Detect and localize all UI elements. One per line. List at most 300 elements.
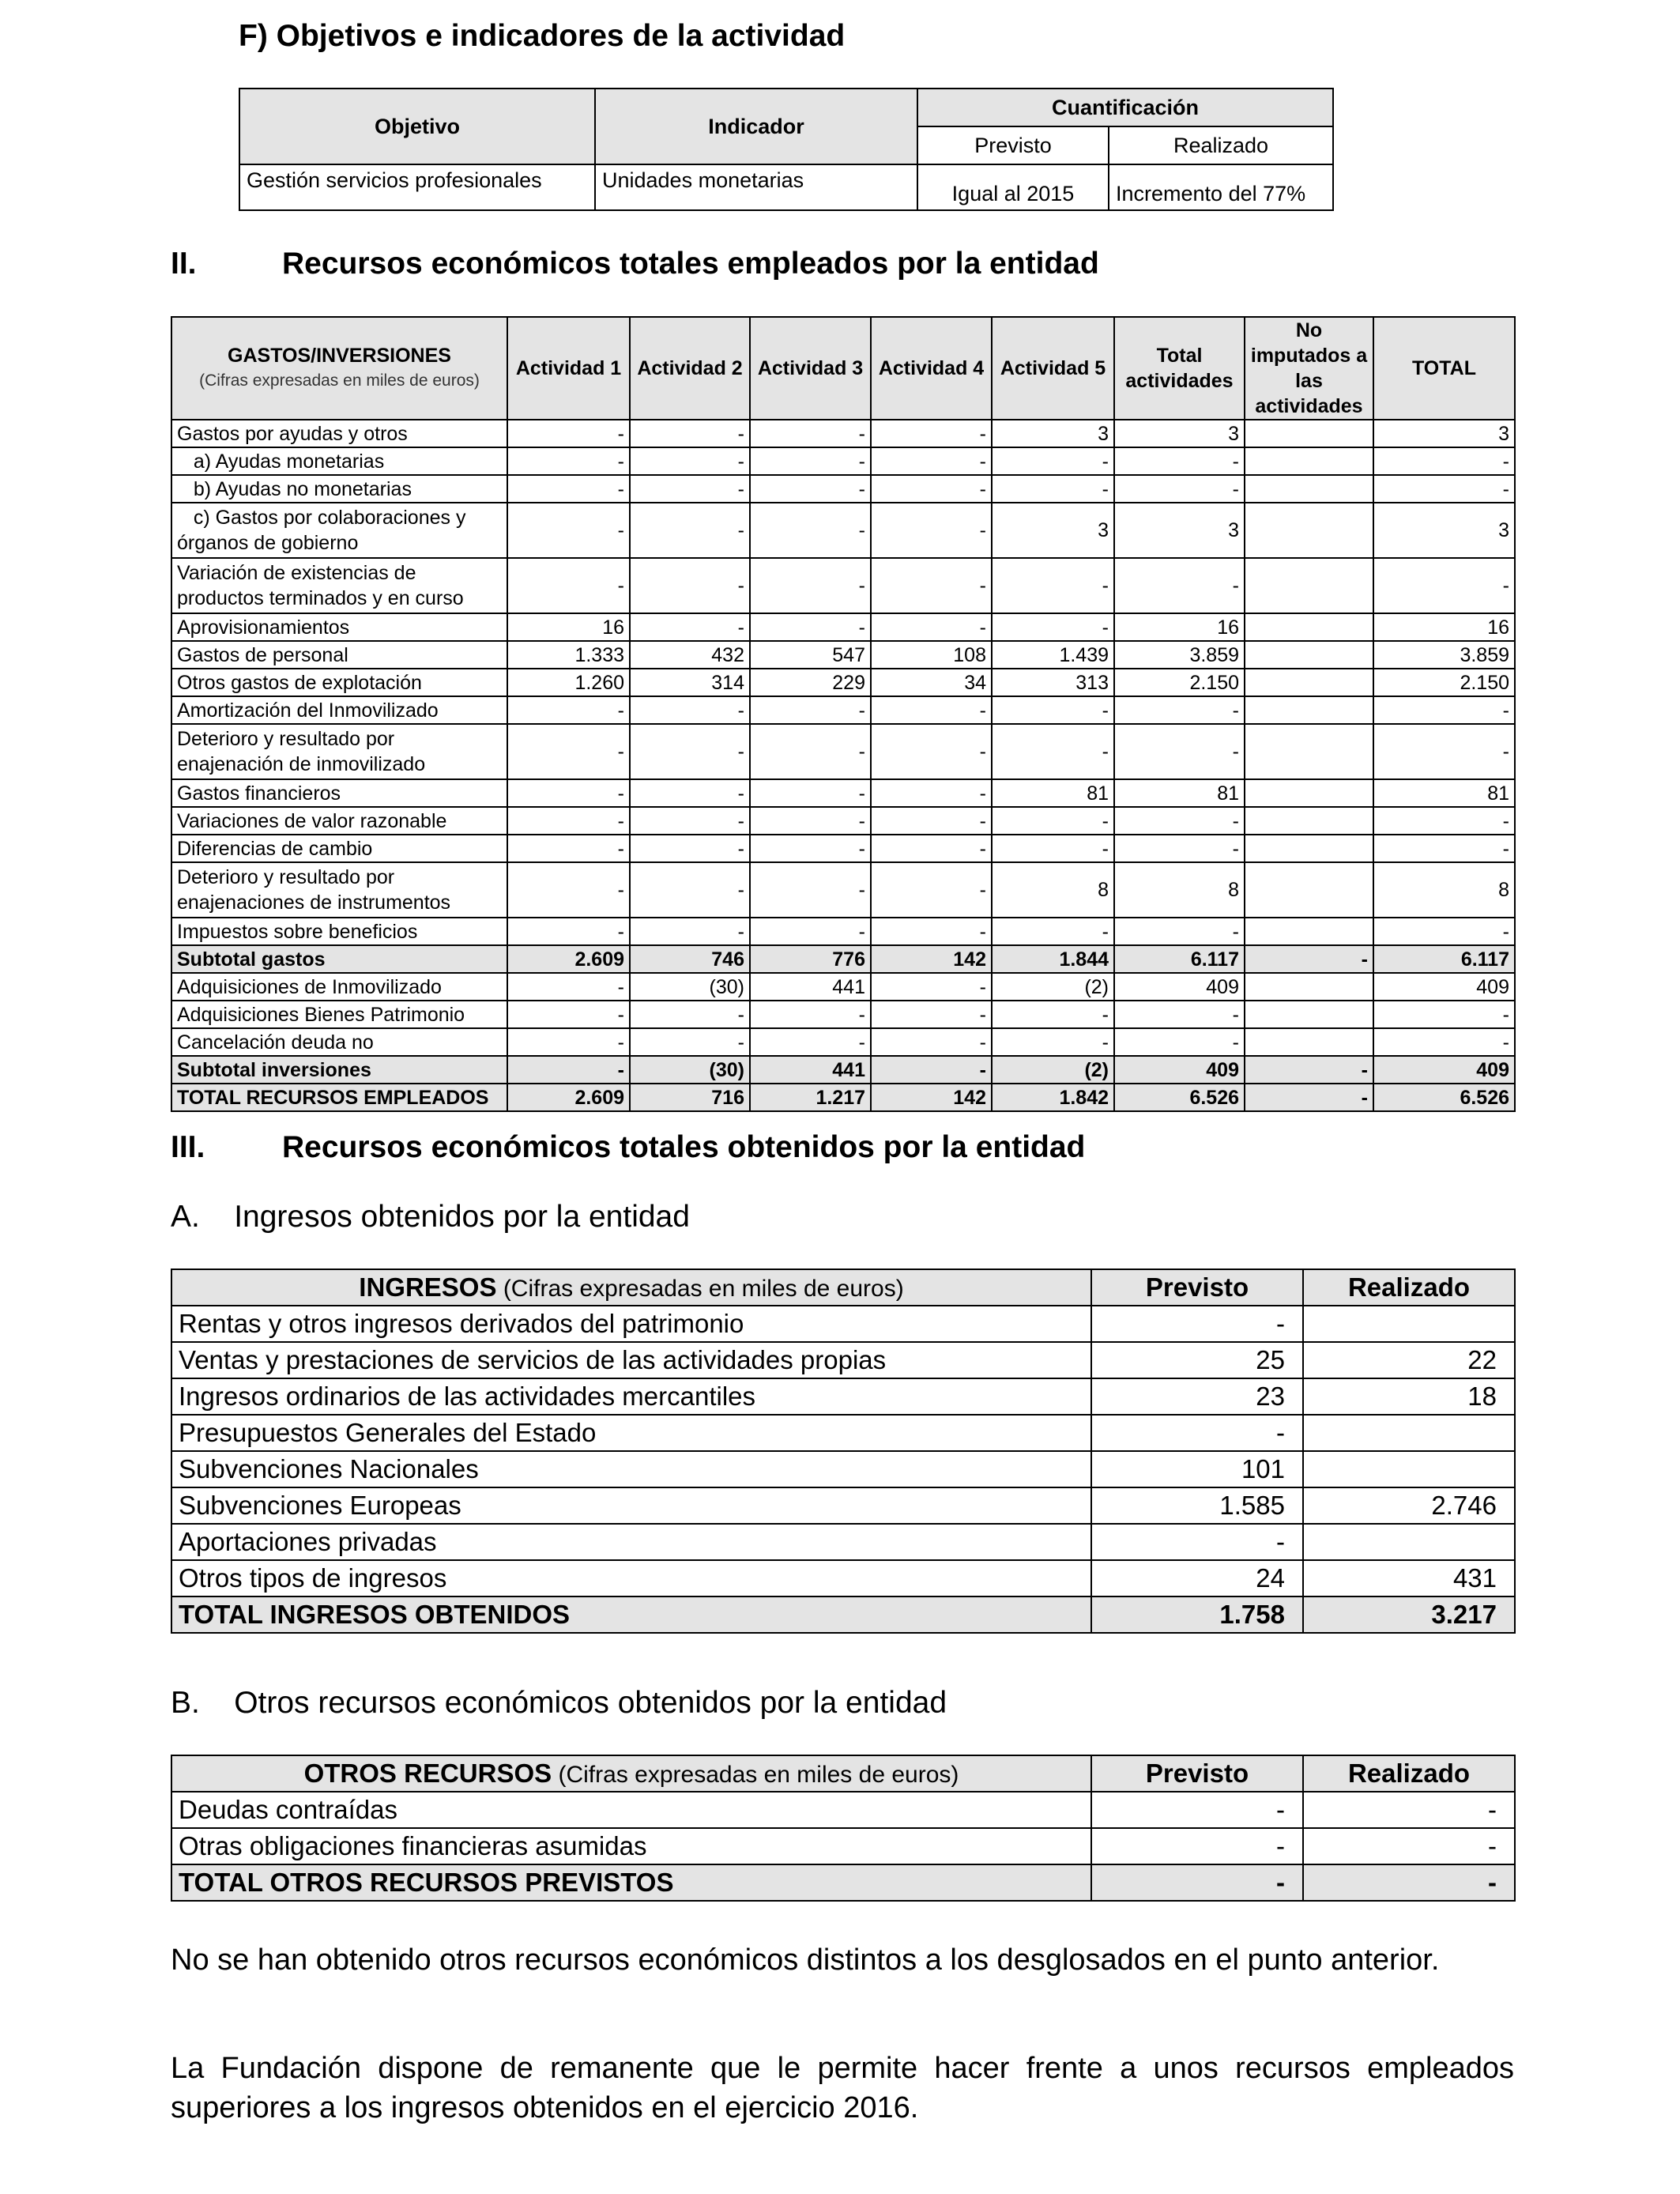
row-value: 1.844 bbox=[992, 945, 1114, 973]
row-value: - bbox=[1373, 558, 1515, 613]
row-value bbox=[1245, 973, 1373, 1001]
row-value: - bbox=[871, 1028, 992, 1056]
row-value: - bbox=[507, 1001, 630, 1028]
row-value: - bbox=[1114, 447, 1245, 475]
income-realizado-header: Realizado bbox=[1303, 1269, 1515, 1306]
row-value: 1.842 bbox=[992, 1084, 1114, 1111]
row-value: 409 bbox=[1114, 973, 1245, 1001]
row-realizado bbox=[1303, 1306, 1515, 1342]
row-previsto: - bbox=[1091, 1792, 1303, 1828]
row-value: - bbox=[1245, 945, 1373, 973]
row-value: - bbox=[871, 918, 992, 945]
row-value: - bbox=[507, 475, 630, 503]
income-header-label: INGRESOS bbox=[359, 1272, 497, 1302]
income-body bbox=[171, 1306, 1515, 1633]
table-row bbox=[171, 1001, 1515, 1028]
row-value: - bbox=[507, 696, 630, 724]
row-label: Adquisiciones Bienes Patrimonio bbox=[171, 1001, 507, 1028]
row-value: - bbox=[507, 558, 630, 613]
total-row bbox=[171, 1596, 1515, 1633]
row-realizado: - bbox=[1303, 1792, 1515, 1828]
row-previsto: - bbox=[1091, 1524, 1303, 1560]
row-value: 142 bbox=[871, 945, 992, 973]
row-label: Cancelación deuda no bbox=[171, 1028, 507, 1056]
row-value: - bbox=[871, 1001, 992, 1028]
row-value: 3 bbox=[1373, 503, 1515, 558]
paragraph-2: La Fundación dispone de remanente que le permite hacer frente a unos recursos empleados superiores a los ingresos obtenidos en el ejercicio 2016. bbox=[171, 2052, 1514, 2124]
table-row bbox=[171, 973, 1515, 1001]
row-value: 2.609 bbox=[507, 1084, 630, 1111]
row-value: - bbox=[992, 1028, 1114, 1056]
section-iii-number: III. bbox=[171, 1130, 205, 1164]
row-label: Rentas y otros ingresos derivados del patrimonio bbox=[171, 1306, 1091, 1342]
row-previsto: - bbox=[1091, 1306, 1303, 1342]
row-realizado bbox=[1303, 1451, 1515, 1487]
row-value: (30) bbox=[630, 973, 750, 1001]
row-label: Variación de existencias de productos terminados y en curso bbox=[171, 558, 507, 613]
income-table bbox=[171, 1269, 1516, 1634]
row-label: Otros tipos de ingresos bbox=[171, 1560, 1091, 1596]
row-value: (2) bbox=[992, 1056, 1114, 1084]
row-realizado: - bbox=[1303, 1828, 1515, 1864]
row-value: 6.117 bbox=[1114, 945, 1245, 973]
row-value: - bbox=[750, 835, 871, 862]
row-value: 313 bbox=[992, 669, 1114, 696]
income-header-sub: (Cifras expresadas en miles de euros) bbox=[496, 1276, 904, 1302]
row-value: 6.117 bbox=[1373, 945, 1515, 973]
row-label: TOTAL RECURSOS EMPLEADOS bbox=[171, 1084, 507, 1111]
row-value bbox=[1245, 1028, 1373, 1056]
row-label: Variaciones de valor razonable bbox=[171, 807, 507, 835]
total-label: TOTAL INGRESOS OBTENIDOS bbox=[171, 1596, 1091, 1633]
row-value: 2.150 bbox=[1373, 669, 1515, 696]
col-header: TOTAL bbox=[1373, 317, 1515, 420]
table-row bbox=[171, 503, 1515, 558]
row-value: - bbox=[1114, 475, 1245, 503]
income-header-cell bbox=[171, 1269, 1091, 1306]
row-value: (2) bbox=[992, 973, 1114, 1001]
row-value: - bbox=[992, 613, 1114, 641]
row-value: - bbox=[1373, 835, 1515, 862]
other-realizado-header: Realizado bbox=[1303, 1755, 1515, 1792]
row-value: 16 bbox=[1373, 613, 1515, 641]
table-row bbox=[171, 1451, 1515, 1487]
other-resources-table bbox=[171, 1755, 1516, 1902]
table-row bbox=[171, 558, 1515, 613]
row-value: 16 bbox=[1114, 613, 1245, 641]
row-value: 229 bbox=[750, 669, 871, 696]
row-value bbox=[1245, 779, 1373, 807]
table-row bbox=[171, 447, 1515, 475]
row-value: - bbox=[750, 696, 871, 724]
row-value: 3 bbox=[1114, 420, 1245, 447]
row-value: 142 bbox=[871, 1084, 992, 1111]
row-value: 1.333 bbox=[507, 641, 630, 669]
table-row bbox=[171, 1342, 1515, 1378]
row-realizado: 18 bbox=[1303, 1378, 1515, 1415]
row-value: - bbox=[507, 420, 630, 447]
income-previsto-header: Previsto bbox=[1091, 1269, 1303, 1306]
col-header: Actividad 1 bbox=[507, 317, 630, 420]
row-value bbox=[1245, 1001, 1373, 1028]
row-label: b) Ayudas no monetarias bbox=[171, 475, 507, 503]
table-row bbox=[171, 641, 1515, 669]
row-value: - bbox=[630, 475, 750, 503]
row-value: 441 bbox=[750, 1056, 871, 1084]
row-value: 8 bbox=[1373, 862, 1515, 918]
total-previsto: 1.758 bbox=[1091, 1596, 1303, 1633]
row-value: - bbox=[1114, 835, 1245, 862]
section-iii-b-title: B. Otros recursos económicos obtenidos por la entidad bbox=[171, 1686, 947, 1720]
total-label: TOTAL OTROS RECURSOS PREVISTOS bbox=[171, 1864, 1091, 1901]
row-value: - bbox=[1373, 447, 1515, 475]
row-value: 81 bbox=[1373, 779, 1515, 807]
other-previsto-header: Previsto bbox=[1091, 1755, 1303, 1792]
row-value: 432 bbox=[630, 641, 750, 669]
row-label: Otros gastos de explotación bbox=[171, 669, 507, 696]
row-value: 776 bbox=[750, 945, 871, 973]
table-row bbox=[171, 1792, 1515, 1828]
row-value: - bbox=[871, 835, 992, 862]
table-row bbox=[171, 1524, 1515, 1560]
row-value: - bbox=[750, 779, 871, 807]
row-label: Aportaciones privadas bbox=[171, 1524, 1091, 1560]
table-row bbox=[171, 669, 1515, 696]
row-value: - bbox=[992, 807, 1114, 835]
row-value: - bbox=[1245, 1084, 1373, 1111]
row-value: - bbox=[871, 696, 992, 724]
row-label: Subvenciones Europeas bbox=[171, 1487, 1091, 1524]
row-value: 2.609 bbox=[507, 945, 630, 973]
indicador-header: Indicador bbox=[595, 89, 917, 164]
row-value: - bbox=[992, 447, 1114, 475]
row-value: 3 bbox=[1373, 420, 1515, 447]
row-label: Ventas y prestaciones de servicios de las actividades propias bbox=[171, 1342, 1091, 1378]
previsto-cell: Igual al 2015 bbox=[917, 164, 1109, 210]
row-value: - bbox=[871, 807, 992, 835]
row-value: - bbox=[507, 447, 630, 475]
row-value: 8 bbox=[992, 862, 1114, 918]
row-value: 108 bbox=[871, 641, 992, 669]
row-value: - bbox=[1114, 558, 1245, 613]
row-value: - bbox=[871, 447, 992, 475]
row-label: Gastos de personal bbox=[171, 641, 507, 669]
row-label: Subtotal gastos bbox=[171, 945, 507, 973]
row-value: - bbox=[1373, 696, 1515, 724]
row-previsto: 25 bbox=[1091, 1342, 1303, 1378]
row-realizado: 2.746 bbox=[1303, 1487, 1515, 1524]
row-value: - bbox=[1114, 696, 1245, 724]
row-value: - bbox=[871, 779, 992, 807]
table-row bbox=[171, 862, 1515, 918]
row-value: - bbox=[992, 835, 1114, 862]
row-label: Otras obligaciones financieras asumidas bbox=[171, 1828, 1091, 1864]
previsto-header: Previsto bbox=[917, 126, 1109, 164]
row-value: - bbox=[507, 862, 630, 918]
row-value: 6.526 bbox=[1373, 1084, 1515, 1111]
row-value: - bbox=[507, 1056, 630, 1084]
section-ii-title: Recursos económicos totales empleados por la entidad bbox=[282, 247, 1099, 281]
other-header-label: OTROS RECURSOS bbox=[303, 1759, 552, 1788]
row-value bbox=[1245, 807, 1373, 835]
row-value: - bbox=[507, 503, 630, 558]
row-value: - bbox=[1114, 807, 1245, 835]
table-row bbox=[171, 1415, 1515, 1451]
other-resources-body bbox=[171, 1792, 1515, 1901]
total-row bbox=[171, 1864, 1515, 1901]
row-value: - bbox=[507, 1028, 630, 1056]
row-value bbox=[1245, 503, 1373, 558]
row-value: (30) bbox=[630, 1056, 750, 1084]
row-value bbox=[1245, 420, 1373, 447]
col-header: Actividad 3 bbox=[750, 317, 871, 420]
gastos-header-sub: (Cifras expresadas en miles de euros) bbox=[199, 371, 480, 390]
row-value: - bbox=[1114, 1001, 1245, 1028]
row-value: - bbox=[630, 447, 750, 475]
row-value: - bbox=[507, 724, 630, 779]
col-header: Actividad 5 bbox=[992, 317, 1114, 420]
row-value: - bbox=[1114, 918, 1245, 945]
row-value: 409 bbox=[1373, 1056, 1515, 1084]
row-value: - bbox=[630, 807, 750, 835]
row-value: - bbox=[871, 503, 992, 558]
row-label: Gastos financieros bbox=[171, 779, 507, 807]
row-value: - bbox=[630, 835, 750, 862]
table-row bbox=[171, 613, 1515, 641]
realizado-cell: Incremento del 77% bbox=[1109, 164, 1333, 210]
row-value: 3.859 bbox=[1373, 641, 1515, 669]
row-value: 6.526 bbox=[1114, 1084, 1245, 1111]
table-row bbox=[171, 1028, 1515, 1056]
row-previsto: - bbox=[1091, 1415, 1303, 1451]
col-header: Actividad 4 bbox=[871, 317, 992, 420]
row-value: 3 bbox=[992, 503, 1114, 558]
row-value: 409 bbox=[1114, 1056, 1245, 1084]
row-value: - bbox=[507, 835, 630, 862]
paragraph-1: No se han obtenido otros recursos económicos distintos a los desglosados en el punto anterior. bbox=[171, 1943, 1440, 1977]
table-row bbox=[171, 918, 1515, 945]
resources-used-body bbox=[171, 420, 1515, 1111]
gastos-header-cell bbox=[171, 317, 507, 420]
row-realizado bbox=[1303, 1415, 1515, 1451]
table-row bbox=[171, 807, 1515, 835]
row-value: - bbox=[992, 918, 1114, 945]
col-header: Actividad 2 bbox=[630, 317, 750, 420]
row-realizado: 22 bbox=[1303, 1342, 1515, 1378]
row-value: 16 bbox=[507, 613, 630, 641]
table-row bbox=[171, 1487, 1515, 1524]
other-header-cell bbox=[171, 1755, 1091, 1792]
row-value bbox=[1245, 641, 1373, 669]
table-row bbox=[171, 696, 1515, 724]
row-value bbox=[1245, 696, 1373, 724]
row-value: - bbox=[992, 1001, 1114, 1028]
row-value: - bbox=[871, 613, 992, 641]
row-value: - bbox=[750, 420, 871, 447]
objetivo-cell: Gestión servicios profesionales bbox=[239, 164, 595, 210]
table-row bbox=[171, 724, 1515, 779]
table-row bbox=[171, 779, 1515, 807]
row-label: Ingresos ordinarios de las actividades mercantiles bbox=[171, 1378, 1091, 1415]
row-value: - bbox=[750, 918, 871, 945]
row-label: Adquisiciones de Inmovilizado bbox=[171, 973, 507, 1001]
table-row bbox=[171, 1828, 1515, 1864]
row-value: - bbox=[992, 696, 1114, 724]
row-label: Subvenciones Nacionales bbox=[171, 1451, 1091, 1487]
row-value: - bbox=[630, 613, 750, 641]
row-value: 441 bbox=[750, 973, 871, 1001]
row-value bbox=[1245, 669, 1373, 696]
row-value: - bbox=[750, 724, 871, 779]
table-row bbox=[171, 475, 1515, 503]
row-value: 2.150 bbox=[1114, 669, 1245, 696]
row-value: 8 bbox=[1114, 862, 1245, 918]
realizado-header: Realizado bbox=[1109, 126, 1333, 164]
row-value: - bbox=[630, 558, 750, 613]
row-value: - bbox=[507, 973, 630, 1001]
row-value: 409 bbox=[1373, 973, 1515, 1001]
row-value: - bbox=[1373, 807, 1515, 835]
row-value: - bbox=[630, 779, 750, 807]
table-row bbox=[171, 1560, 1515, 1596]
table-row bbox=[171, 420, 1515, 447]
row-value: - bbox=[750, 447, 871, 475]
row-value: - bbox=[1114, 1028, 1245, 1056]
row-value bbox=[1245, 558, 1373, 613]
row-value: - bbox=[750, 503, 871, 558]
row-value bbox=[1245, 613, 1373, 641]
row-label: Deterioro y resultado por enajenación de inmovilizado bbox=[171, 724, 507, 779]
row-value: - bbox=[630, 1001, 750, 1028]
row-value: - bbox=[750, 1001, 871, 1028]
row-value: - bbox=[630, 503, 750, 558]
row-value: - bbox=[1373, 1001, 1515, 1028]
row-value: - bbox=[1373, 1028, 1515, 1056]
row-value: - bbox=[630, 1028, 750, 1056]
row-label: c) Gastos por colaboraciones y órganos de gobierno bbox=[171, 503, 507, 558]
total-realizado: 3.217 bbox=[1303, 1596, 1515, 1633]
row-value: - bbox=[871, 420, 992, 447]
row-value: - bbox=[630, 724, 750, 779]
row-value: - bbox=[871, 724, 992, 779]
cuantificacion-header: Cuantificación bbox=[917, 89, 1333, 126]
row-realizado bbox=[1303, 1524, 1515, 1560]
row-realizado: 431 bbox=[1303, 1560, 1515, 1596]
row-value: - bbox=[1373, 475, 1515, 503]
row-value: - bbox=[1373, 918, 1515, 945]
row-value: - bbox=[750, 1028, 871, 1056]
row-value: 1.217 bbox=[750, 1084, 871, 1111]
gastos-header-label: GASTOS/INVERSIONES bbox=[228, 345, 451, 367]
row-value: - bbox=[871, 1056, 992, 1084]
table-row bbox=[171, 1056, 1515, 1084]
row-previsto: 1.585 bbox=[1091, 1487, 1303, 1524]
row-previsto: - bbox=[1091, 1828, 1303, 1864]
table-row bbox=[171, 1306, 1515, 1342]
row-value: 1.260 bbox=[507, 669, 630, 696]
row-value: - bbox=[750, 807, 871, 835]
row-value: - bbox=[507, 918, 630, 945]
table-row bbox=[171, 1378, 1515, 1415]
objectives-table bbox=[239, 88, 1334, 211]
row-value bbox=[1245, 724, 1373, 779]
row-value: 1.439 bbox=[992, 641, 1114, 669]
indicador-cell: Unidades monetarias bbox=[595, 164, 917, 210]
row-value: - bbox=[750, 613, 871, 641]
row-label: Subtotal inversiones bbox=[171, 1056, 507, 1084]
row-value bbox=[1245, 862, 1373, 918]
row-label: Impuestos sobre beneficios bbox=[171, 918, 507, 945]
row-previsto: 24 bbox=[1091, 1560, 1303, 1596]
table-row bbox=[171, 1084, 1515, 1111]
row-value: - bbox=[1373, 724, 1515, 779]
row-previsto: 101 bbox=[1091, 1451, 1303, 1487]
row-value bbox=[1245, 918, 1373, 945]
row-value: - bbox=[1114, 724, 1245, 779]
other-header-sub: (Cifras expresadas en miles de euros) bbox=[552, 1762, 959, 1788]
row-value: - bbox=[630, 696, 750, 724]
row-value: 746 bbox=[630, 945, 750, 973]
row-label: Deudas contraídas bbox=[171, 1792, 1091, 1828]
row-value: - bbox=[507, 807, 630, 835]
section-iii-a-title: A. Ingresos obtenidos por la entidad bbox=[171, 1200, 690, 1234]
row-label: Amortización del Inmovilizado bbox=[171, 696, 507, 724]
row-label: Gastos por ayudas y otros bbox=[171, 420, 507, 447]
row-label: Aprovisionamientos bbox=[171, 613, 507, 641]
total-realizado: - bbox=[1303, 1864, 1515, 1901]
section-ii-number: II. bbox=[171, 247, 197, 281]
row-value: 3 bbox=[992, 420, 1114, 447]
row-value: 3 bbox=[1114, 503, 1245, 558]
row-value: 314 bbox=[630, 669, 750, 696]
row-value: - bbox=[992, 475, 1114, 503]
row-value: 34 bbox=[871, 669, 992, 696]
row-value: - bbox=[871, 475, 992, 503]
row-value bbox=[1245, 447, 1373, 475]
row-value: - bbox=[1245, 1056, 1373, 1084]
row-value: - bbox=[750, 862, 871, 918]
table-row bbox=[171, 835, 1515, 862]
row-value: 3.859 bbox=[1114, 641, 1245, 669]
row-label: a) Ayudas monetarias bbox=[171, 447, 507, 475]
row-value: - bbox=[992, 724, 1114, 779]
row-value: - bbox=[871, 973, 992, 1001]
row-value: - bbox=[630, 918, 750, 945]
row-value bbox=[1245, 475, 1373, 503]
row-value: - bbox=[871, 862, 992, 918]
row-value: - bbox=[750, 475, 871, 503]
col-header: Total actividades bbox=[1114, 317, 1245, 420]
table-row bbox=[171, 945, 1515, 973]
row-value: 547 bbox=[750, 641, 871, 669]
row-previsto: 23 bbox=[1091, 1378, 1303, 1415]
col-header: No imputados a las actividades bbox=[1245, 317, 1373, 420]
total-previsto: - bbox=[1091, 1864, 1303, 1901]
row-value bbox=[1245, 835, 1373, 862]
row-value: - bbox=[630, 862, 750, 918]
section-f-title: F) Objetivos e indicadores de la actividad bbox=[239, 19, 846, 53]
row-value: 81 bbox=[1114, 779, 1245, 807]
row-label: Diferencias de cambio bbox=[171, 835, 507, 862]
row-label: Deterioro y resultado por enajenaciones de instrumentos bbox=[171, 862, 507, 918]
row-value: - bbox=[871, 558, 992, 613]
row-label: Presupuestos Generales del Estado bbox=[171, 1415, 1091, 1451]
resources-used-table bbox=[171, 316, 1516, 1112]
row-value: 81 bbox=[992, 779, 1114, 807]
row-value: 716 bbox=[630, 1084, 750, 1111]
row-value: - bbox=[630, 420, 750, 447]
row-value: - bbox=[507, 779, 630, 807]
